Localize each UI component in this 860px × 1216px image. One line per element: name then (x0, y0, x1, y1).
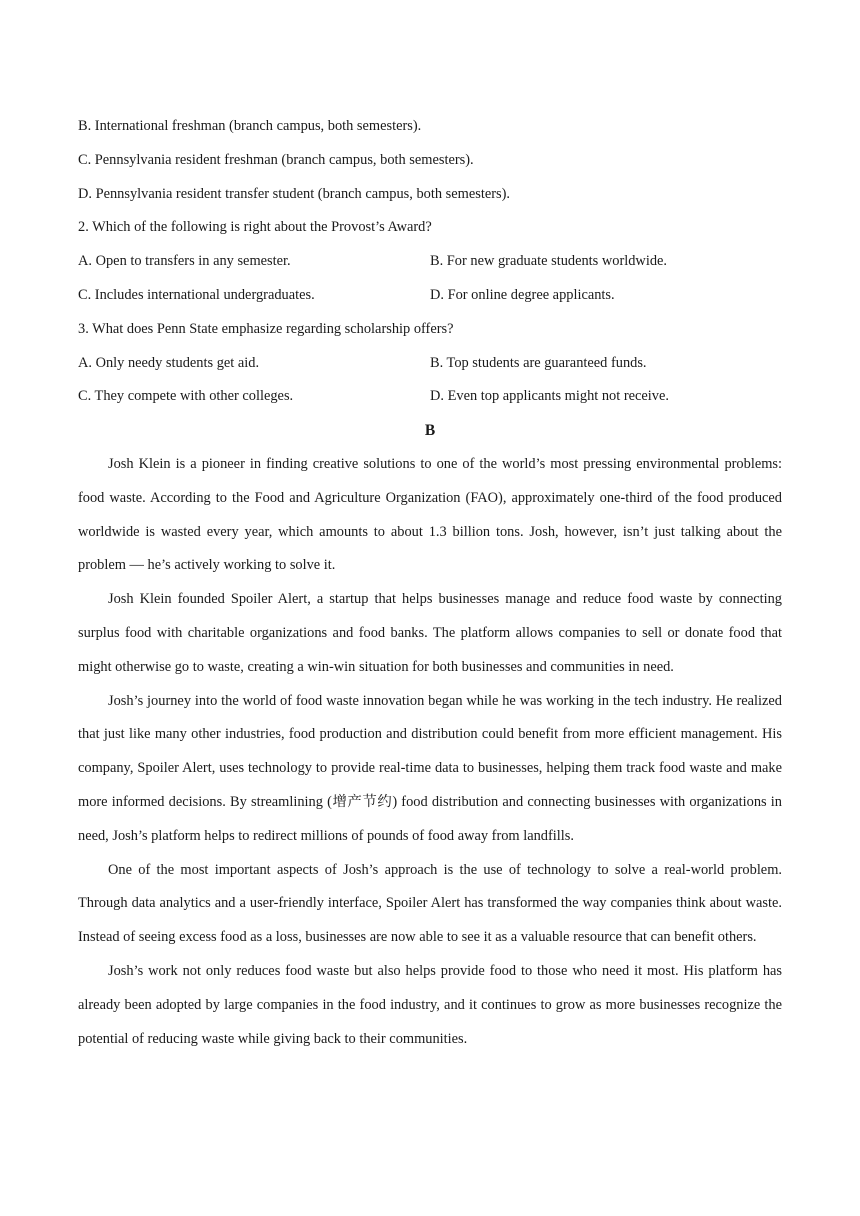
q3-option-a: A. Only needy students get aid. (78, 354, 260, 371)
q2-option-d: D. For online degree applicants. (430, 286, 615, 303)
q1-option-b: B. International freshman (branch campus, both semesters). (78, 118, 422, 134)
passage-paragraph-4: One of the most important aspects of Josh’s approach is the use of technology to solve a real-world problem. Through data analytics and a user-friendly interface, Spoiler Alert has transformed the way companies think about waste. Instead of seeing excess food as a loss, businesses are now able to see it as a valuable resource that can benefit others. (78, 861, 782, 946)
q1-option-d: D. Pennsylvania resident transfer student (branch campus, both semesters). (78, 185, 511, 202)
q3-option-d: D. Even top applicants might not receive. (430, 388, 669, 405)
q2-option-b: B. For new graduate students worldwide. (430, 253, 668, 270)
q2-options-row-2 (78, 279, 782, 313)
passage-paragraph-5: Josh’s work not only reduces food waste but also helps provide food to those who need it most. His platform has already been adopted by large companies in the food industry, and it continues to grow as more businesses recognize the potential of reducing waste while giving back to their communities. (78, 962, 782, 1047)
q2-option-c: C. Includes international undergraduates. (78, 286, 315, 303)
q3-option-c: C. They compete with other colleges. (78, 388, 294, 405)
q1-option-c: C. Pennsylvania resident freshman (branch campus, both semesters). (78, 151, 474, 168)
q3-options-row-1 (78, 347, 782, 381)
q2-stem: 2. Which of the following is right about the Provost’s Award? (78, 219, 432, 236)
q3-options-row-2 (78, 380, 782, 414)
q3-stem: 3. What does Penn State emphasize regarding scholarship offers? (78, 320, 454, 337)
document-page (78, 110, 782, 1056)
section-b-title: B (424, 422, 436, 440)
q2-options-row-1 (78, 245, 782, 279)
passage-paragraph-3: Josh’s journey into the world of food waste innovation began while he was working in the tech industry. He realized that just like many other industries, food production and distribution could benefit from more efficient management. His company, Spoiler Alert, uses technology to provide real-time data to businesses, helping them track food waste and make more informed decisions. By streamlining (增产节约) food distribution and connecting businesses with organizations in need, Josh’s platform helps to redirect millions of pounds of food away from landfills. (78, 692, 782, 844)
passage-paragraph-2: Josh Klein founded Spoiler Alert, a startup that helps businesses manage and reduce food waste by connecting surplus food with charitable organizations and food banks. The platform allows companies to sell or donate food that might otherwise go to waste, creating a win-win situation for both businesses and communities in need. (78, 591, 782, 675)
passage-paragraph-1: Josh Klein is a pioneer in finding creative solutions to one of the world’s most pressing environmental problems: food waste. According to the Food and Agriculture Organization (FAO), approximately one-third of the food produced worldwide is wasted every year, which amounts to about 1.3 billion tons. Josh, however, isn’t just talking about the problem — he’s actively working to solve it. (78, 455, 782, 574)
q3-option-b: B. Top students are guaranteed funds. (430, 354, 647, 371)
q2-option-a: A. Open to transfers in any semester. (78, 253, 291, 270)
